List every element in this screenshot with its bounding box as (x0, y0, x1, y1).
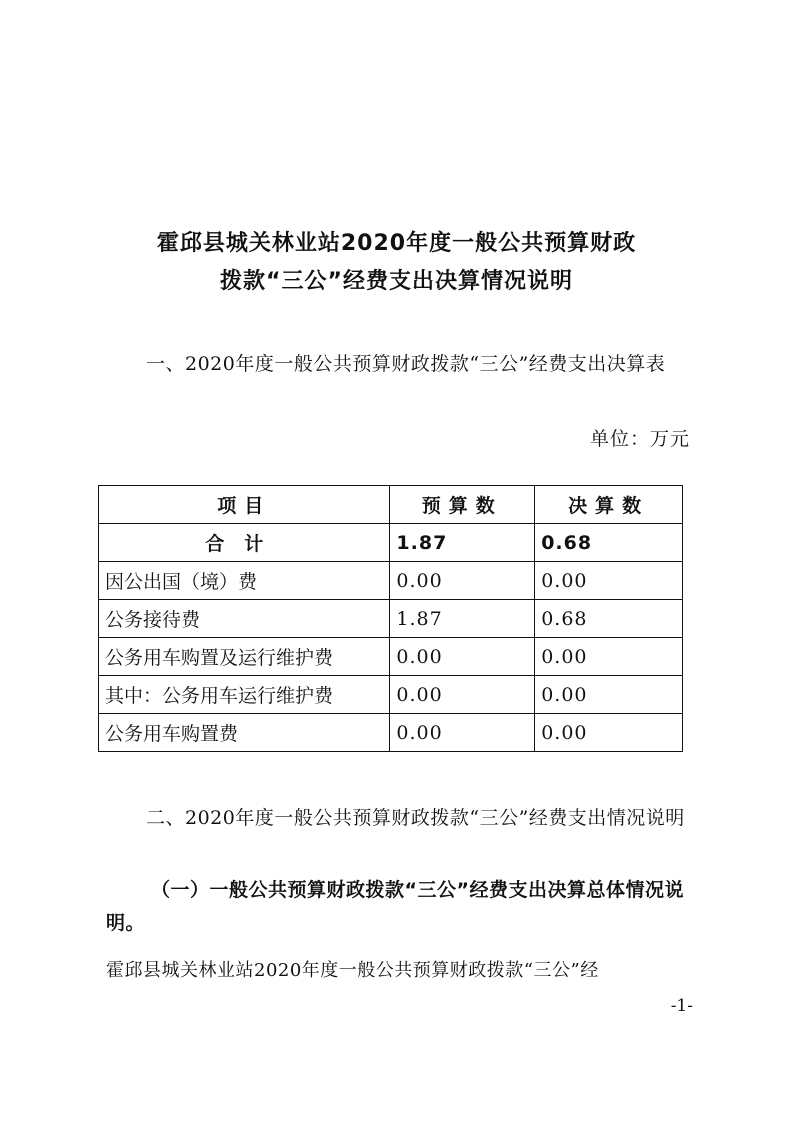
row-final: 0.00 (535, 562, 683, 600)
page-number: -1- (670, 996, 693, 1016)
table-row (99, 600, 683, 638)
row-budget: 0.00 (390, 562, 535, 600)
row-final: 0.00 (535, 638, 683, 676)
table-row (99, 638, 683, 676)
table-header-row (99, 486, 683, 524)
table-row (99, 676, 683, 714)
section-2-heading: 二、2020年度一般公共预算财政拨款“三公”经费支出情况说明 (146, 807, 685, 829)
row-budget: 1.87 (390, 600, 535, 638)
document-title-line-1: 霍邱县城关林业站2020年度一般公共预算财政 (156, 231, 637, 256)
row-final: 0.00 (535, 714, 683, 752)
row-label: 因公出国（境）费 (99, 562, 390, 600)
row-label: 其中：公务用车运行维护费 (99, 676, 390, 714)
section-2-subheading: （一）一般公共预算财政拨款“三公”经费支出决算总体情况说明。 (106, 879, 684, 934)
header-budget: 预算数 (390, 486, 535, 524)
row-label: 公务用车购置费 (99, 714, 390, 752)
header-item: 项目 (99, 486, 390, 524)
document-title-line-2: 拨款“三公”经费支出决算情况说明 (220, 269, 573, 294)
row-label: 公务接待费 (99, 600, 390, 638)
table-row (99, 562, 683, 600)
row-final: 0.00 (535, 676, 683, 714)
total-budget: 1.87 (390, 524, 535, 562)
row-final: 0.68 (535, 600, 683, 638)
row-budget: 0.00 (390, 638, 535, 676)
three-public-expenses-table (98, 485, 683, 752)
table-row-total (99, 524, 683, 562)
row-budget: 0.00 (390, 714, 535, 752)
section-1-heading: 一、2020年度一般公共预算财政拨款“三公”经费支出决算表 (146, 353, 666, 375)
row-budget: 0.00 (390, 676, 535, 714)
total-label: 合计 (99, 524, 390, 562)
table-row (99, 714, 683, 752)
total-final: 0.68 (535, 524, 683, 562)
unit-label: 单位：万元 (589, 428, 690, 450)
row-label: 公务用车购置及运行维护费 (99, 638, 390, 676)
section-2-body: 霍邱县城关林业站2020年度一般公共预算财政拨款“三公”经 (106, 960, 599, 981)
header-final: 决算数 (535, 486, 683, 524)
